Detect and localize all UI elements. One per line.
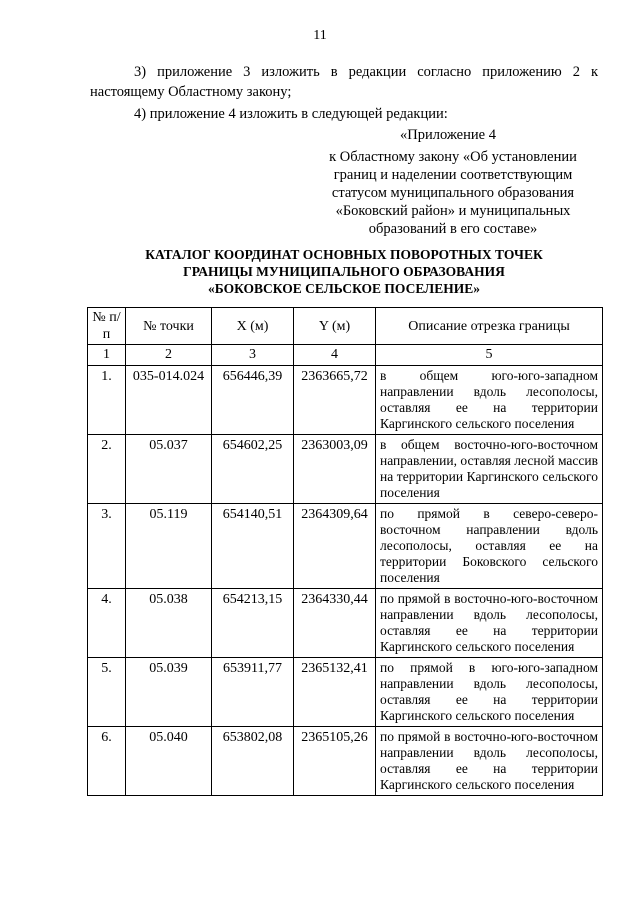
catalog-title-line: КАТАЛОГ КООРДИНАТ ОСНОВНЫХ ПОВОРОТНЫХ ТОЧЕК bbox=[145, 247, 543, 262]
y-coordinate: 2363665,72 bbox=[294, 366, 376, 435]
paragraph-item-3: 3) приложение 3 изложить в редакции согласно приложению 2 к настоящему Областному закону; bbox=[90, 64, 598, 100]
table-row bbox=[88, 435, 603, 504]
appendix-subtitle bbox=[308, 148, 598, 238]
column-number: 1 bbox=[88, 345, 126, 366]
row-number: 1. bbox=[88, 366, 126, 435]
segment-description: в общем восточно-юго-восточном направлении, оставляя лесной массив на территории Каргинского сельского поселения bbox=[376, 435, 603, 504]
appendix-title: «Приложение 4 bbox=[400, 127, 496, 143]
point-number: 05.119 bbox=[126, 504, 212, 589]
table-row bbox=[88, 589, 603, 658]
appendix-subtitle-line: «Боковский район» и муниципальных bbox=[335, 203, 571, 219]
header-y: Y (м) bbox=[294, 308, 376, 345]
column-number: 3 bbox=[212, 345, 294, 366]
row-number: 6. bbox=[88, 727, 126, 796]
y-coordinate: 2365105,26 bbox=[294, 727, 376, 796]
segment-description: по прямой в северо-северо-восточном направлении вдоль лесополосы, оставляя ее на территории Боковского сельского поселения bbox=[376, 504, 603, 589]
column-number: 2 bbox=[126, 345, 212, 366]
column-number: 4 bbox=[294, 345, 376, 366]
row-number: 5. bbox=[88, 658, 126, 727]
column-number: 5 bbox=[376, 345, 603, 366]
y-coordinate: 2364330,44 bbox=[294, 589, 376, 658]
table-row bbox=[88, 727, 603, 796]
row-number: 4. bbox=[88, 589, 126, 658]
x-coordinate: 654602,25 bbox=[212, 435, 294, 504]
catalog-title-line: «БОКОВСКОЕ СЕЛЬСКОЕ ПОСЕЛЕНИЕ» bbox=[208, 281, 480, 296]
segment-description: в общем юго-юго-западном направлении вдоль лесополосы, оставляя ее на территории Каргинского сельского поселения bbox=[376, 366, 603, 435]
segment-description: по прямой в юго-юго-западном направлении вдоль лесополосы, оставляя ее на территории Каргинского сельского поселения bbox=[376, 658, 603, 727]
page-number: 11 bbox=[313, 28, 327, 43]
row-number: 3. bbox=[88, 504, 126, 589]
x-coordinate: 653911,77 bbox=[212, 658, 294, 727]
point-number: 05.040 bbox=[126, 727, 212, 796]
table-row bbox=[88, 366, 603, 435]
catalog-title-line: ГРАНИЦЫ МУНИЦИПАЛЬНОГО ОБРАЗОВАНИЯ bbox=[183, 264, 505, 279]
catalog-title bbox=[90, 246, 598, 297]
table-row bbox=[88, 504, 603, 589]
y-coordinate: 2365132,41 bbox=[294, 658, 376, 727]
x-coordinate: 654140,51 bbox=[212, 504, 294, 589]
appendix-subtitle-line: к Областному закону «Об установлении bbox=[329, 149, 577, 165]
point-number: 035-014.024 bbox=[126, 366, 212, 435]
table-header-row bbox=[88, 308, 603, 345]
y-coordinate: 2364309,64 bbox=[294, 504, 376, 589]
x-coordinate: 653802,08 bbox=[212, 727, 294, 796]
coordinates-table bbox=[87, 307, 603, 796]
appendix-subtitle-line: границ и наделении соответствующим bbox=[333, 167, 573, 183]
table-row bbox=[88, 658, 603, 727]
appendix-subtitle-line: образований в его составе» bbox=[368, 221, 538, 237]
y-coordinate: 2363003,09 bbox=[294, 435, 376, 504]
x-coordinate: 654213,15 bbox=[212, 589, 294, 658]
header-row-number: № п/п bbox=[88, 308, 126, 345]
header-point-number: № точки bbox=[126, 308, 212, 345]
column-number-row bbox=[88, 345, 603, 366]
point-number: 05.037 bbox=[126, 435, 212, 504]
appendix-subtitle-line: статусом муниципального образования bbox=[331, 185, 575, 201]
header-description: Описание отрезка границы bbox=[376, 308, 603, 345]
point-number: 05.038 bbox=[126, 589, 212, 658]
paragraph-item-4: 4) приложение 4 изложить в следующей редакции: bbox=[134, 106, 448, 122]
segment-description: по прямой в восточно-юго-восточном направлении вдоль лесополосы, оставляя ее на территории Каргинского сельского поселения bbox=[376, 589, 603, 658]
row-number: 2. bbox=[88, 435, 126, 504]
header-x: X (м) bbox=[212, 308, 294, 345]
point-number: 05.039 bbox=[126, 658, 212, 727]
x-coordinate: 656446,39 bbox=[212, 366, 294, 435]
segment-description: по прямой в восточно-юго-восточном направлении вдоль лесополосы, оставляя ее на территории Каргинского сельского поселения bbox=[376, 727, 603, 796]
